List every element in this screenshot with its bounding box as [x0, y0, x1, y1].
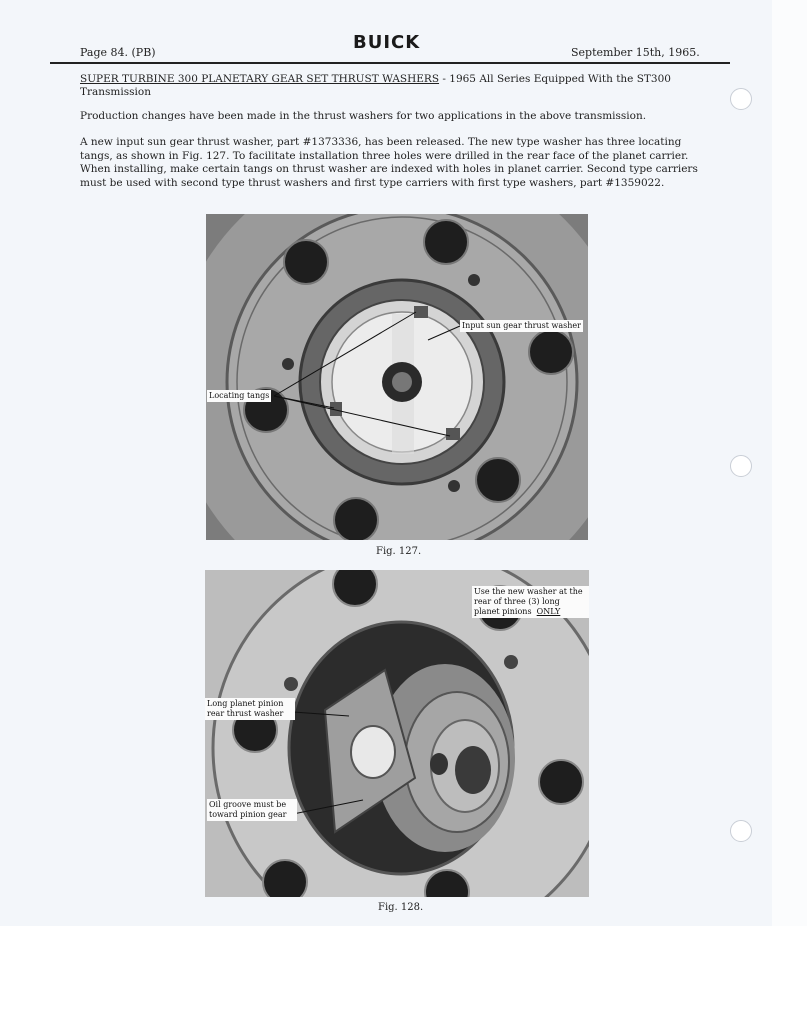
binder-hole-middle — [730, 455, 752, 477]
callout-only: ONLY — [536, 607, 561, 616]
figure-128-photo — [205, 570, 589, 897]
article-title — [80, 73, 700, 99]
title-underlined: SUPER TURBINE 300 PLANETARY GEAR SET THRUST WASHERS — [80, 73, 440, 85]
paragraph-1: Production changes have been made in the thrust washers for two applications in the above transmission. — [80, 110, 647, 122]
callout-locating-tangs: Locating tangs — [209, 391, 270, 400]
figure-128-illustration — [205, 570, 589, 897]
brand-title: BUICK — [353, 32, 421, 53]
binder-hole-top — [730, 88, 752, 110]
figure-127-photo — [206, 214, 588, 540]
page-date: September 15th, 1965. — [571, 46, 700, 59]
title-rest: - 1965 All Series Equipped With the ST300 Transmission — [80, 73, 671, 98]
paragraph-2: A new input sun gear thrust washer, part #1373336, has been released. The new type washer has three locating tangs, as shown in Fig. 127. To facilitate installation three holes were drilled in the rear face of the planet carrier. When installing, make certain tangs on thrust washer are indexed with holes in planet carrier. Second type carriers must be used with second type thrust washers and first type carriers with first type washers, part #1359022. — [80, 136, 698, 189]
callout-oil-groove: Oil groove must be toward pinion gear — [207, 799, 297, 821]
page-margin — [772, 0, 807, 926]
callout-use-new-washer — [472, 586, 589, 618]
page-number: Page 84. (PB) — [80, 46, 156, 59]
binder-hole-bottom — [730, 820, 752, 842]
figure-128-caption: Fig. 128. — [378, 902, 424, 913]
figure-127-illustration — [206, 214, 588, 540]
callout-input-sun-gear-thrust-washer: Input sun gear thrust washer — [462, 321, 581, 330]
callout-use-new-washer-text: Use the new washer at the rear of three (3) long planet pinions — [474, 587, 583, 616]
figure-127-caption: Fig. 127. — [376, 546, 422, 557]
callout-long-planet-pinion-rear-thrust-washer: Long planet pinion rear thrust washer — [205, 698, 295, 720]
header-rule — [50, 62, 730, 64]
